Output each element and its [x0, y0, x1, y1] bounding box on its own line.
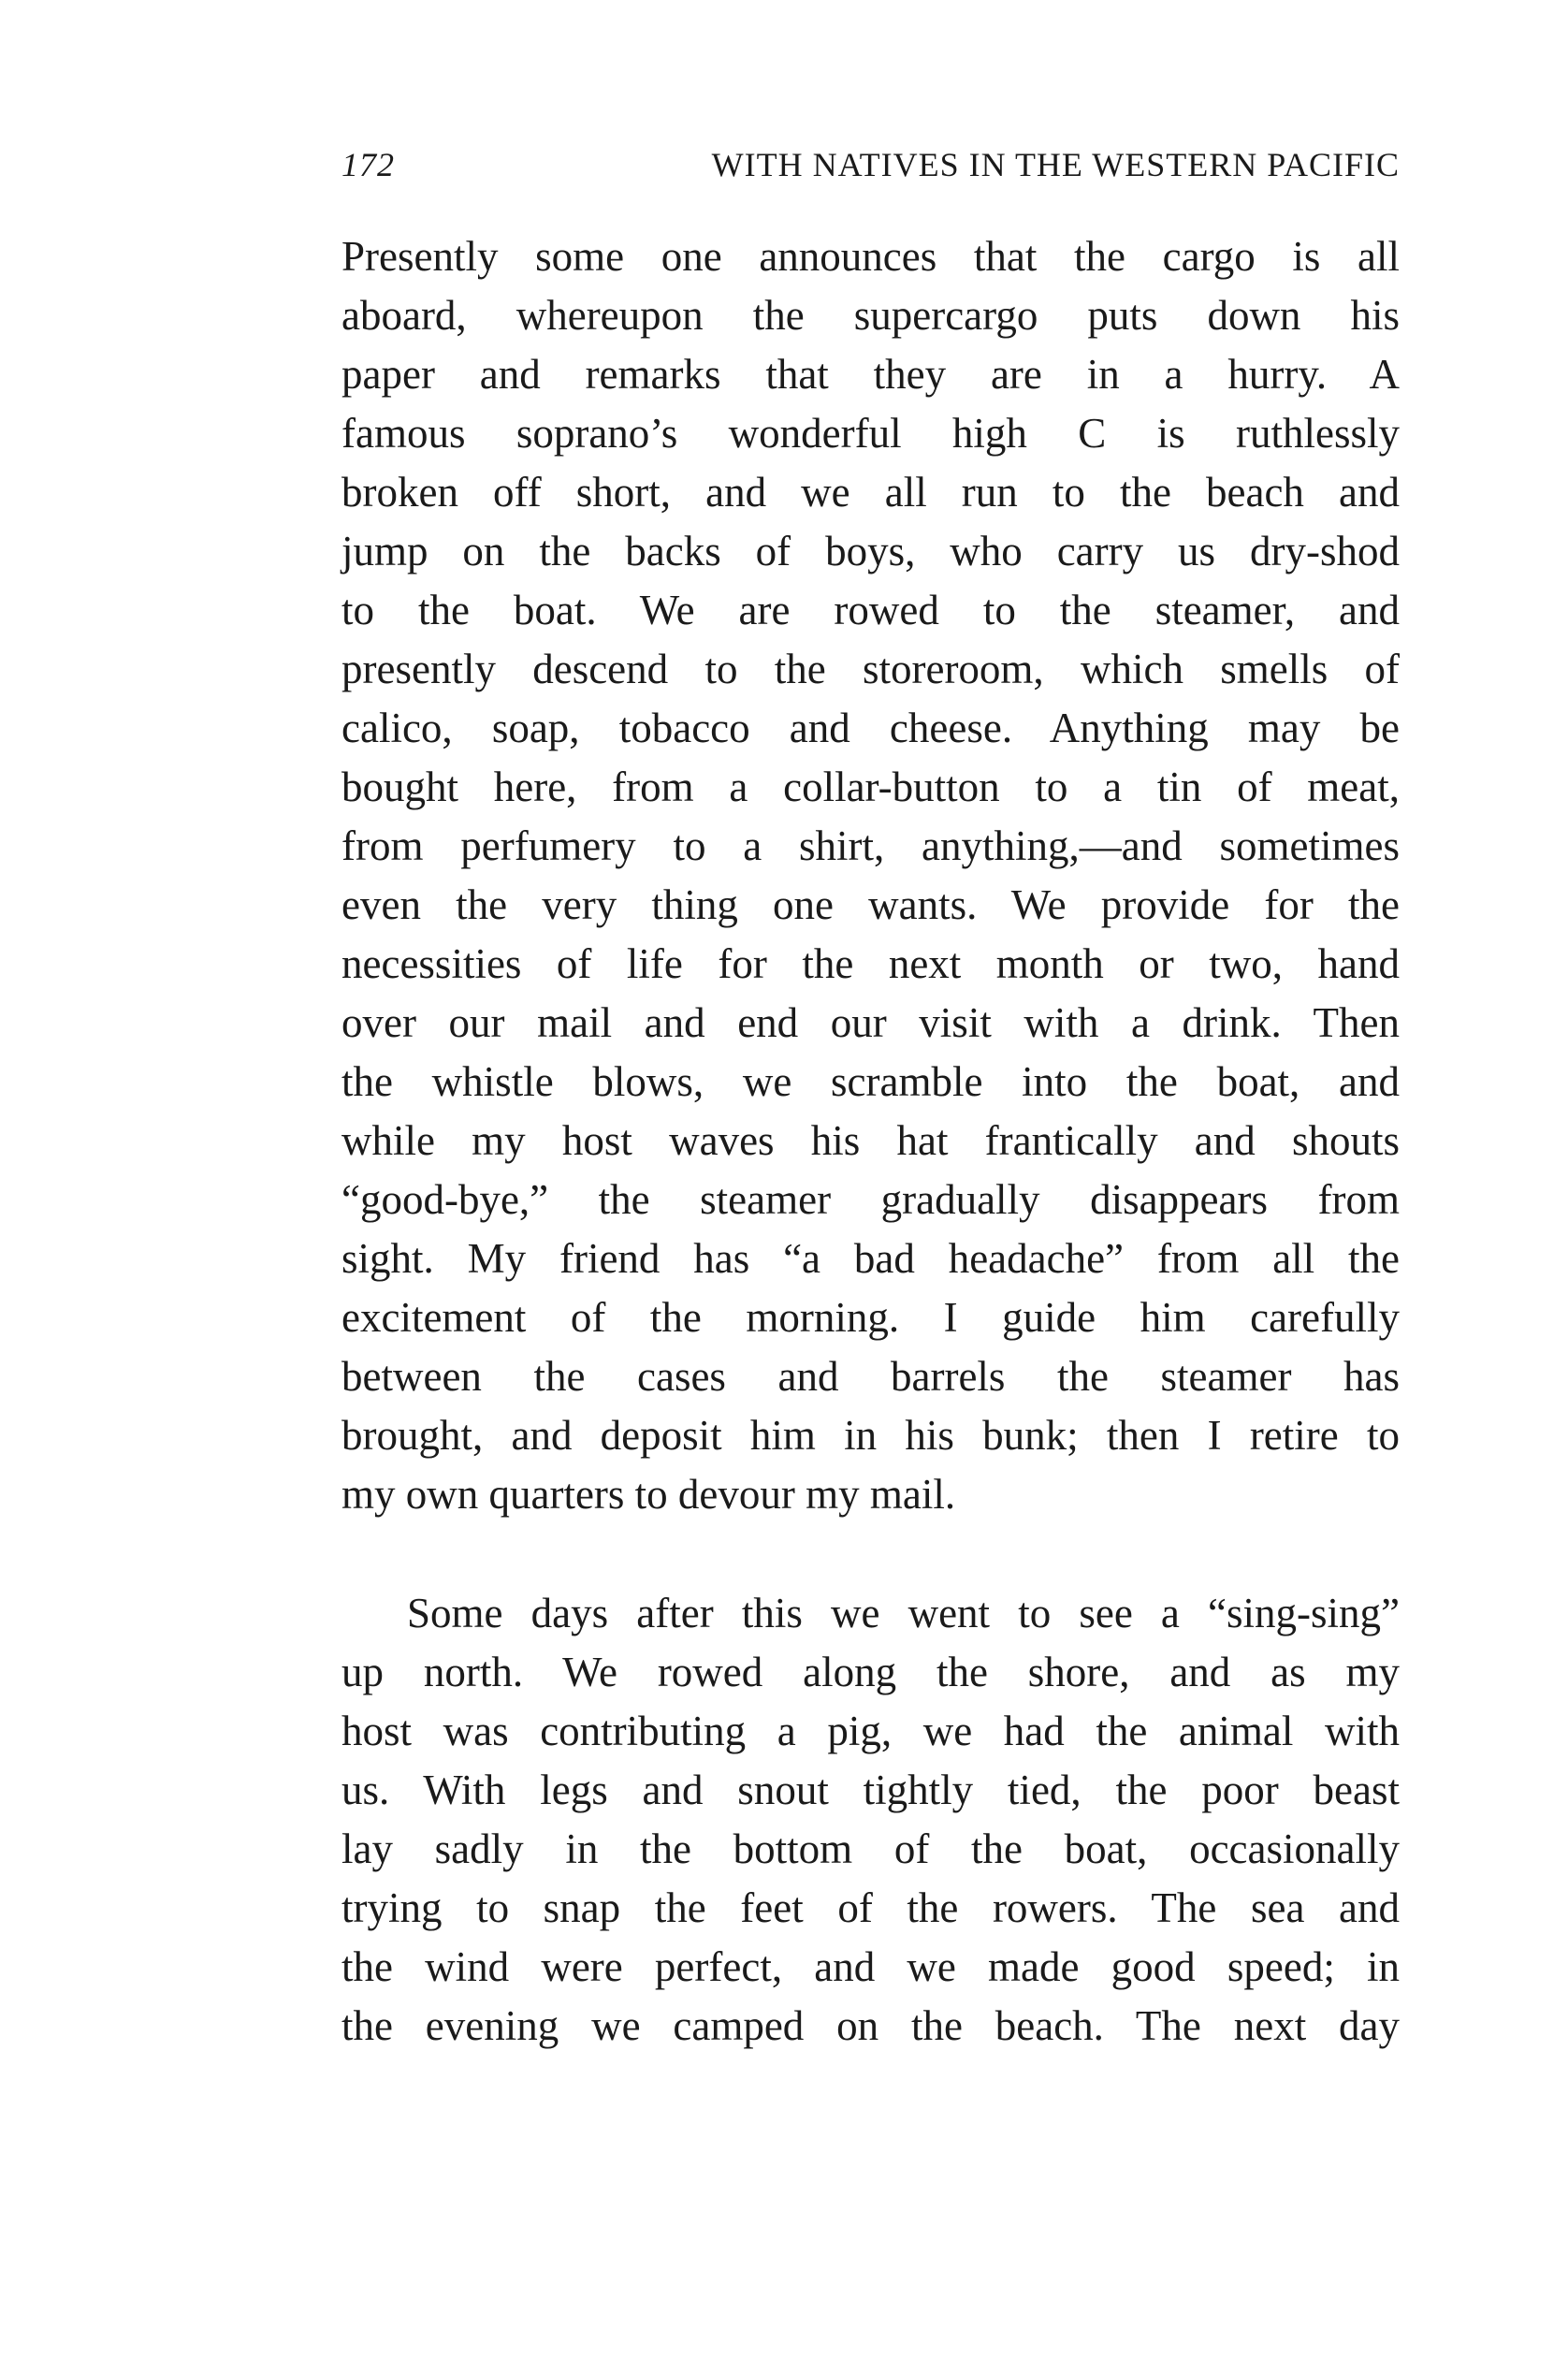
text-line: while my host waves his hat frantically and shouts — [341, 1117, 1400, 1164]
text-line: my own quarters to devour my mail. — [341, 1471, 956, 1518]
text-line: between the cases and barrels the steamer has — [341, 1353, 1400, 1400]
text-line: lay sadly in the bottom of the boat, occasionally — [341, 1825, 1400, 1872]
text-line: excitement of the morning. I guide him carefully — [341, 1294, 1400, 1341]
text-line: brought, and deposit him in his bunk; then I retire to — [341, 1412, 1400, 1459]
text-line: broken off short, and we all run to the beach and — [341, 469, 1400, 516]
text-line: even the very thing one wants. We provide for the — [341, 881, 1400, 928]
text-line: the whistle blows, we scramble into the boat, and — [341, 1058, 1400, 1105]
text-line: Presently some one announces that the cargo is all — [341, 233, 1400, 280]
paragraph-1 — [341, 227, 1400, 1524]
text-line: sight. My friend has “a bad headache” from all the — [341, 1235, 1400, 1282]
page-number: 172 — [341, 146, 395, 183]
text-line: over our mail and end our visit with a drink. Then — [341, 999, 1400, 1046]
text-line: “good-bye,” the steamer gradually disappears from — [341, 1176, 1400, 1223]
text-line: Some days after this we went to see a “sing-sing” — [407, 1590, 1400, 1636]
text-line: aboard, whereupon the supercargo puts down his — [341, 292, 1400, 339]
text-line: famous soprano’s wonderful high C is ruthlessly — [341, 410, 1400, 457]
running-header — [341, 145, 1400, 192]
text-line: to the boat. We are rowed to the steamer, and — [341, 587, 1400, 633]
text-line: us. With legs and snout tightly tied, the poor beast — [341, 1767, 1400, 1813]
text-line: paper and remarks that they are in a hurry. A — [341, 351, 1400, 398]
text-line: up north. We rowed along the shore, and as my — [341, 1649, 1400, 1695]
text-line: bought here, from a collar-button to a tin of meat, — [341, 764, 1400, 810]
paragraph-2 — [341, 1584, 1400, 2056]
running-title: WITH NATIVES IN THE WESTERN PACIFIC — [711, 146, 1400, 183]
text-line: presently descend to the storeroom, which smells of — [341, 646, 1400, 692]
text-line: trying to snap the feet of the rowers. The sea and — [341, 1884, 1400, 1931]
text-line: jump on the backs of boys, who carry us dry-shod — [341, 528, 1400, 574]
text-line: necessities of life for the next month or two, hand — [341, 940, 1400, 987]
text-line: from perfumery to a shirt, anything,—and sometimes — [341, 822, 1400, 869]
text-line: host was contributing a pig, we had the animal with — [341, 1708, 1400, 1754]
text-line: the wind were perfect, and we made good speed; in — [341, 1943, 1400, 1990]
text-line: calico, soap, tobacco and cheese. Anything may be — [341, 705, 1400, 751]
text-line: the evening we camped on the beach. The next day — [341, 2002, 1400, 2049]
